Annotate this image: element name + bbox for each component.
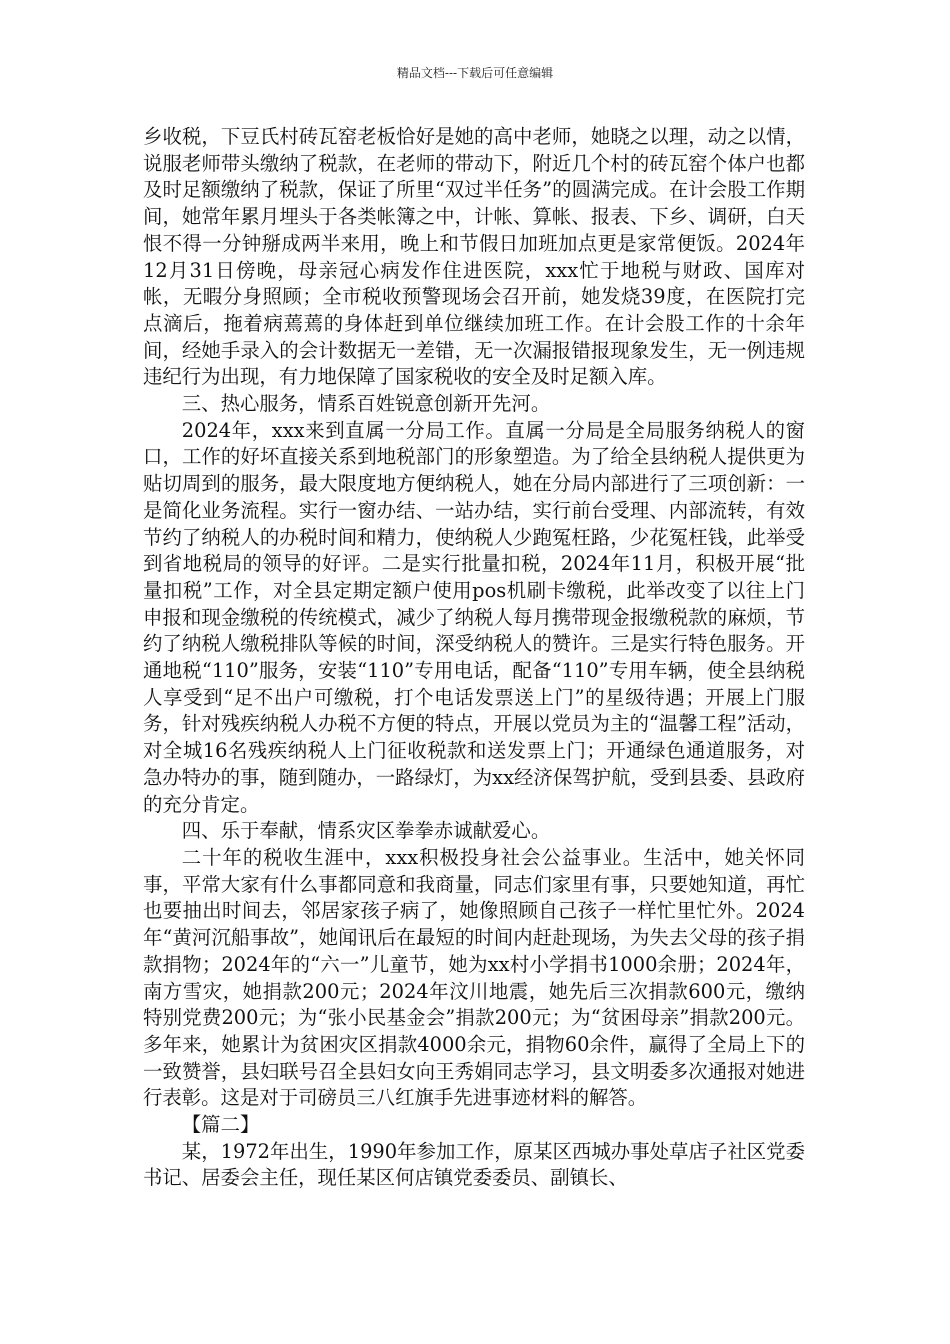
paragraph-4: 某，1972年出生，1990年参加工作，原某区西城办事处草店子社区党委书记、居委会主任，现任某区何店镇党委委员、副镇长、 [143, 1139, 805, 1190]
paragraph-2: 2024年，xxx来到直属一分局工作。直属一分局是全局服务纳税人的窗口，工作的好坏直接关系到地税部门的形象塑造。为了给全县纳税人提供更为贴切周到的服务，最大限度地方便纳税人，她在分局内部进行了三项创新：一是简化业务流程。实行一窗办结、一站办结，实行前台受理、内部流转，有效节约了纳税人的办税时间和精力，使纳税人少跑冤枉路，少花冤枉钱，此举受到省地税局的领导的好评。二是实行批量扣税，2024年11月，积极开展“批量扣税”工作，对全县定期定额户使用pos机刷卡缴税，此举改变了以往上门申报和现金缴税的传统模式，减少了纳税人每月携带现金报缴税款的麻烦，节约了纳税人缴税排队等候的时间，深受纳税人的赞许。三是实行特色服务。开通地税“110”服务，安装“110”专用电话，配备“110”专用车辆，使全县纳税人享受到“足不出户可缴税，打个电话发票送上门”的星级待遇；开展上门服务，针对残疾纳税人办税不方便的特点，开展以党员为主的“温馨工程”活动，对全城16名残疾纳税人上门征收税款和送发票上门；开通绿色通道服务，对急办特办的事，随到随办，一路绿灯，为xx经济保驾护航，受到县委、县政府的充分肯定。 [143, 418, 805, 816]
page-header: 精品文档---下载后可任意编辑 [396, 66, 554, 80]
section-heading-3: 三、热心服务，情系百姓锐意创新开先河。 [181, 392, 551, 416]
paragraph-1: 乡收税，下豆氏村砖瓦窑老板恰好是她的高中老师，她晓之以理，动之以情，说服老师带头缴纳了税款，在老师的带动下，附近几个村的砖瓦窑个体户也都及时足额缴纳了税款，保证了所里“双过半任务”的圆满完成。在计会股工作期间，她常年累月埋头于各类帐簿之中，计帐、算帐、报表、下乡、调研，白天恨不得一分钟掰成两半来用，晚上和节假日加班加点更是家常便饭。2024年12月31日傍晚，母亲冠心病发作住进医院，xxx忙于地税与财政、国库对帐，无暇分身照顾；全市税收预警现场会召开前，她发烧39度，在医院打完点滴后，拖着病蔫蔫的身体赶到单位继续加班工作。在计会股工作的十余年间，经她手录入的会计数据无一差错，无一次漏报错报现象发生，无一例违规违纪行为出现，有力地保障了国家税收的安全及时足额入库。 [143, 125, 805, 389]
section-heading-4: 四、乐于奉献，情系灾区拳拳赤诚献爱心。 [181, 819, 551, 843]
chapter-marker: 【篇二】 [181, 1113, 260, 1137]
document-body [143, 124, 805, 1192]
paragraph-3: 二十年的税收生涯中，xxx积极投身社会公益事业。生活中，她关怀同事，平常大家有什么事都同意和我商量，同志们家里有事，只要她知道，再忙也要抽出时间去，邻居家孩子病了，她像照顾自己孩子一样忙里忙外。2024年“黄河沉船事故”，她闻讯后在最短的时间内赶赴现场，为失去父母的孩子捐款捐物；2024年的“六一”儿童节，她为xx村小学捐书1000余册；2024年，南方雪灾，她捐款200元；2024年汶川地震，她先后三次捐款600元，缴纳特别党费200元；为“张小民基金会”捐款200元；为“贫困母亲”捐款200元。多年来，她累计为贫困灾区捐款4000余元，捐物60余件，赢得了全局上下的一致赞誉，县妇联号召全县妇女向王秀娟同志学习，县文明委多次通报对她进行表彰。这是对于司磅员三八红旗手先进事迹材料的解答。 [143, 845, 805, 1110]
